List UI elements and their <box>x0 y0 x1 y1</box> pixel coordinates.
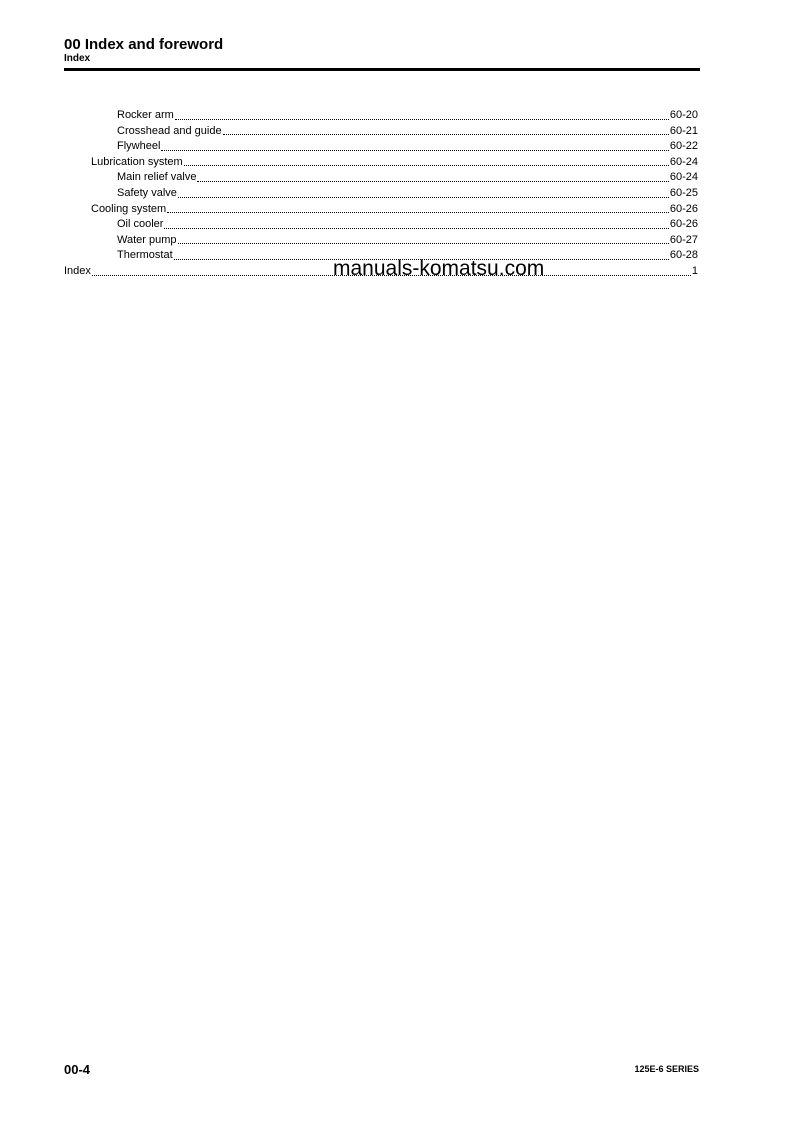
toc-entry[interactable] <box>64 233 698 249</box>
toc-entry-label: Water pump <box>117 233 177 246</box>
toc-entry[interactable] <box>64 186 698 202</box>
toc-entry-label: Thermostat <box>117 249 173 262</box>
page-header <box>64 36 700 65</box>
toc-entry-page: 60-26 <box>669 218 698 231</box>
toc-dot-leader <box>197 180 668 182</box>
toc-dot-leader <box>175 118 669 120</box>
toc-dot-leader <box>164 227 668 229</box>
toc-entry-page: 60-28 <box>669 249 698 262</box>
footer-series: 125E-6 SERIES <box>634 1064 699 1074</box>
toc-entry-label: Crosshead and guide <box>117 124 222 137</box>
toc-dot-leader <box>178 242 669 244</box>
footer-page-number: 00-4 <box>64 1062 91 1077</box>
toc-entry-label: Main relief valve <box>117 171 197 184</box>
toc-dot-leader <box>161 149 668 151</box>
toc-entry-page: 60-21 <box>669 124 698 137</box>
toc-entry-label: Oil cooler <box>117 218 164 231</box>
toc-entry-page: 60-25 <box>669 186 698 199</box>
header-divider <box>64 68 700 71</box>
toc-entry-label: Safety valve <box>117 186 177 199</box>
toc-entry[interactable] <box>64 139 698 155</box>
toc-entry[interactable] <box>64 170 698 186</box>
toc-entry[interactable] <box>64 202 698 218</box>
toc-dot-leader <box>167 211 669 213</box>
toc-entry-label: Rocker arm <box>117 109 174 121</box>
toc-entry-page: 60-20 <box>669 109 698 121</box>
toc-entry[interactable] <box>64 108 698 124</box>
toc-entry-label: Flywheel <box>117 140 161 153</box>
toc-entry-page: 60-26 <box>669 202 698 215</box>
toc-dot-leader <box>178 196 669 198</box>
toc-entry[interactable] <box>64 124 698 140</box>
toc-entry[interactable] <box>64 155 698 171</box>
toc-entry-page: 60-22 <box>669 140 698 153</box>
toc-dot-leader <box>223 133 669 135</box>
toc-entry-label: Cooling system <box>91 202 167 215</box>
table-of-contents <box>64 108 698 280</box>
watermark-text: manuals-komatsu.com <box>333 257 545 280</box>
toc-entry-label: Index <box>64 264 91 277</box>
toc-entry[interactable] <box>64 217 698 233</box>
section-title: 00 Index and foreword <box>64 36 224 53</box>
section-subtitle: Index <box>64 53 91 64</box>
toc-dot-leader <box>184 164 669 166</box>
toc-entry-label: Lubrication system <box>91 155 183 168</box>
toc-entry-page: 60-24 <box>669 171 698 184</box>
toc-entry-page: 60-24 <box>669 155 698 168</box>
toc-entry-page: 1 <box>691 264 698 277</box>
toc-entry-page: 60-27 <box>669 233 698 246</box>
